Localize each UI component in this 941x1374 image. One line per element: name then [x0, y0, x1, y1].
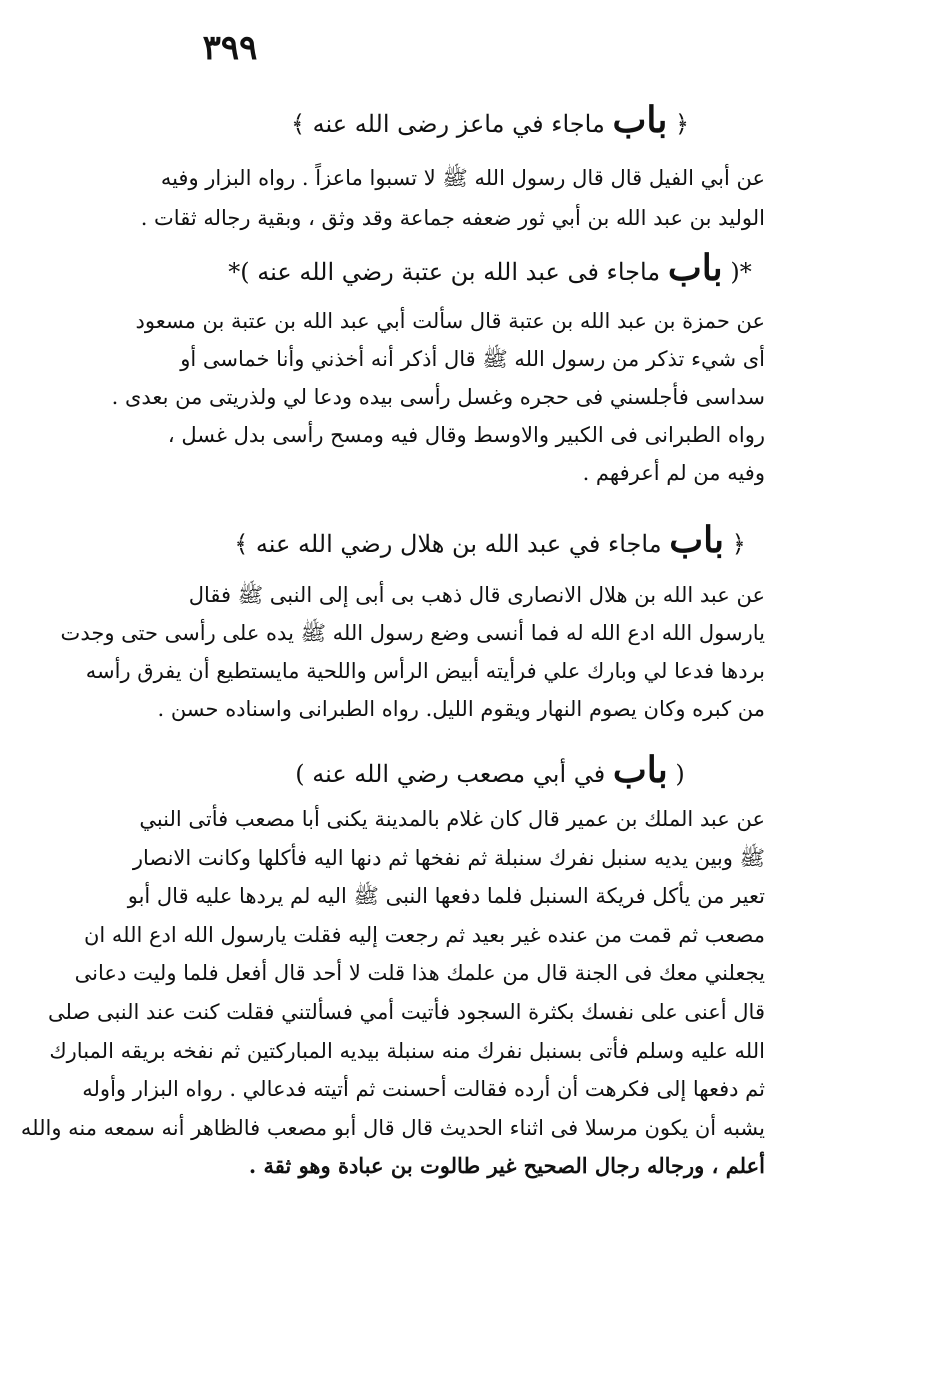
paragraph-abdullah-ibn-hilal — [60, 576, 765, 728]
heading-bab: باب — [612, 749, 668, 791]
paragraph-maiz — [140, 158, 765, 238]
heading-open-bracket: ﴿ — [731, 530, 746, 558]
paragraph-abdullah-ibn-utba — [111, 302, 765, 492]
text-line: مصعب ثم قمت من عنده غير بعيد ثم رجعت إليه فقلت يارسول الله ادع الله ان — [83, 922, 765, 947]
heading-title: في أبي مصعب رضي الله عنه — [312, 760, 606, 788]
text-line: ﷺ وبين يديه سنبل نفرك سنبلة ثم نفخها ثم دنها اليه فأكلها وكانت الانصار — [132, 845, 765, 870]
chapter-heading-abdullah-ibn-utba — [140, 248, 840, 292]
paragraph-abu-musab — [20, 800, 765, 1186]
heading-open-bracket: ( — [675, 760, 685, 788]
heading-close-bracket: ﴾ — [234, 530, 249, 558]
chapter-heading-abu-musab — [140, 750, 840, 794]
text-line: أى شيء تذكر من رسول الله ﷺ قال أذكر أنه أخذني وأنا خماسى أو — [180, 347, 765, 371]
chapter-heading-maiz — [140, 100, 840, 144]
text-line: عن عبد الله بن هلال الانصارى قال ذهب بى أبى إلى النبى ﷺ فقال — [188, 583, 765, 607]
heading-close-bracket: )* — [228, 258, 250, 286]
text-line: بردها فدعا لي وبارك علي فرأيته أبيض الرأس واللحية مايستطيع أن يفرق رأسه — [85, 659, 765, 683]
page-number: ٣٩٩ — [202, 28, 258, 68]
text-line: أعلم ، ورجاله رجال الصحيح غير طالوت بن عبادة وهو ثقة . — [248, 1153, 765, 1179]
heading-bab: باب — [669, 519, 725, 561]
text-line: يشبه أن يكون مرسلا فى اثناء الحديث قال قال أبو مصعب فالظاهر أنه سمعه منه والله — [20, 1115, 765, 1140]
heading-open-bracket: ﴿ — [674, 110, 690, 138]
text-line: يجعلني معك فى الجنة قال من علمك هذا قلت لا أحد قال أفعل فلما وليت دعانى — [74, 961, 765, 986]
text-line: عن أبي الفيل قال قال رسول الله ﷺ لا تسبوا ماعزاً . رواه البزار وفيه — [160, 166, 765, 190]
text-line: سداسى فأجلسني فى حجره وغسل رأسى بيده ودعا لي ولذريتى من بعدى . — [111, 385, 765, 409]
text-line: تعير من يأكل فريكة السنبل فلما دفعها النبى ﷺ اليه لم يردها عليه قال أبو — [127, 884, 765, 909]
chapter-heading-abdullah-ibn-hilal — [140, 520, 840, 564]
text-line: الوليد بن عبد الله بن أبي ثور ضعفه جماعة وقد وثق ، وبقية رجاله ثقات . — [140, 206, 765, 230]
heading-close-bracket: ) — [295, 760, 305, 788]
text-line: رواه الطبرانى فى الكبير والاوسط وقال فيه ومسح رأسى بدل غسل ، — [167, 423, 765, 447]
text-line: قال أعنى على نفسك بكثرة السجود فأتيت أمي فسألتني فقلت كنت عند النبى صلى — [47, 999, 765, 1024]
heading-bab: باب — [667, 247, 723, 289]
heading-bab: باب — [612, 99, 668, 141]
heading-title: ماجاء في عبد الله بن هلال رضي الله عنه — [255, 530, 662, 558]
text-line: ثم دفعها إلى فكرهت أن أرده فقالت أحسنت ثم أتيته فدعالي . رواه البزار وأوله — [82, 1077, 765, 1102]
text-line: عن عبد الملك بن عمير قال كان غلام بالمدينة يكنى أبا مصعب فأتى النبي — [139, 807, 765, 831]
text-line: الله عليه وسلم فأتى بسنبل نفرك منه سنبلة بيديه المباركتين ثم نفخه بريقه المبارك — [49, 1038, 765, 1063]
heading-open-bracket: *( — [730, 258, 752, 286]
text-line: عن حمزة بن عبد الله بن عتبة قال سألت أبي عبد الله بن عتبة بن مسعود — [135, 309, 765, 333]
text-line: وفيه من لم أعرفهم . — [582, 461, 765, 485]
heading-title: ماجاء في ماعز رضى الله عنه — [312, 110, 605, 138]
text-line: يارسول الله ادع الله له فما أنسى وضع رسول الله ﷺ يده على رأسى حتى وجدت — [60, 621, 765, 645]
text-line: من كبره وكان يصوم النهار ويقوم الليل. رواه الطبرانى واسناده حسن . — [157, 697, 765, 721]
heading-close-bracket: ﴾ — [290, 110, 306, 138]
heading-title: ماجاء فى عبد الله بن عتبة رضي الله عنه — [257, 258, 661, 286]
